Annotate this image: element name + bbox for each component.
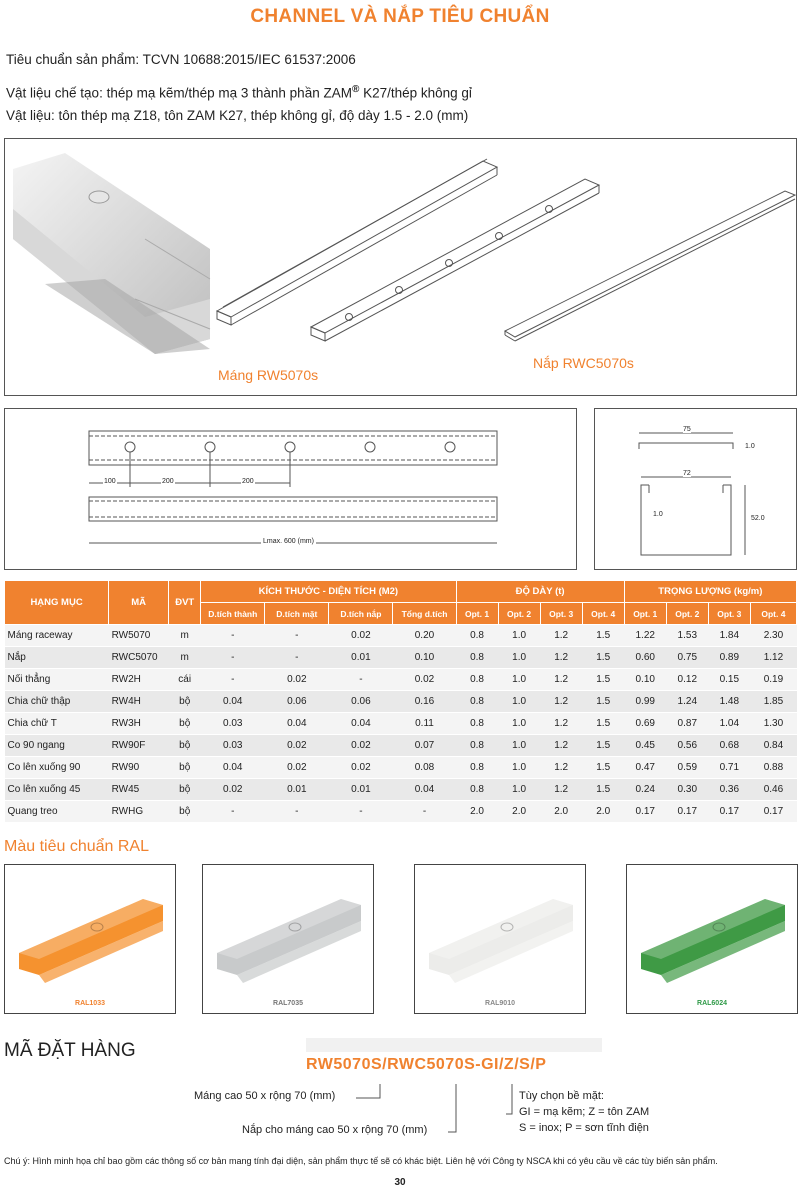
option-s-p: S = inox; P = sơn tĩnh điện: [519, 1122, 649, 1134]
table-cell: 0.10: [393, 647, 456, 669]
ral-channel-image: [627, 865, 799, 995]
table-cell: 1.5: [582, 757, 624, 779]
table-cell: 0.8: [456, 647, 498, 669]
table-cell: 1.2: [540, 735, 582, 757]
header-weight-opt2: Opt. 2: [666, 603, 708, 625]
table-cell: 0.8: [456, 713, 498, 735]
table-cell: RW4H: [109, 691, 169, 713]
order-desc-channel: Máng cao 50 x rộng 70 (mm): [194, 1090, 336, 1102]
table-cell: cái: [169, 669, 201, 691]
table-cell: 0.02: [201, 779, 265, 801]
table-cell: 2.0: [498, 801, 540, 823]
table-cell: RWC5070: [109, 647, 169, 669]
table-cell: 1.0: [498, 735, 540, 757]
option-gi-z: GI = mạ kẽm; Z = tôn ZAM: [519, 1106, 650, 1118]
dim-200-b: 200: [242, 478, 254, 485]
table-cell: 0.17: [750, 801, 796, 823]
header-thick-opt1: Opt. 1: [456, 603, 498, 625]
table-cell: 0.8: [456, 691, 498, 713]
table-cell: 1.0: [498, 713, 540, 735]
ral-swatch-ral6024: [626, 864, 798, 1014]
table-cell: 0.59: [666, 757, 708, 779]
header-thickness-group: ĐỘ DÀY (t): [456, 581, 624, 603]
table-cell: 0.24: [624, 779, 666, 801]
table-cell: RW90F: [109, 735, 169, 757]
table-cell: 0.12: [666, 669, 708, 691]
table-cell: 0.16: [393, 691, 456, 713]
table-cell: 0.88: [750, 757, 796, 779]
table-cell: m: [169, 625, 201, 647]
table-cell: Nối thẳng: [5, 669, 109, 691]
option-title: Tùy chọn bề mặt:: [519, 1090, 604, 1102]
spec-table-wrapper: [4, 580, 797, 823]
ral-channel-image: [203, 865, 375, 995]
table-cell: 0.02: [329, 735, 393, 757]
table-cell: 1.2: [540, 691, 582, 713]
table-cell: 0.20: [393, 625, 456, 647]
table-cell: 0.06: [265, 691, 329, 713]
table-cell: -: [329, 669, 393, 691]
order-heading: MÃ ĐẶT HÀNG: [4, 1040, 136, 1061]
table-cell: 1.5: [582, 625, 624, 647]
table-cell: -: [393, 801, 456, 823]
table-cell: 0.02: [265, 757, 329, 779]
table-cell: -: [265, 647, 329, 669]
table-row: [5, 669, 797, 691]
table-cell: -: [201, 801, 265, 823]
header-weight-group: TRỌNG LƯỢNG (kg/m): [624, 581, 796, 603]
material-line-2: Vật liệu: tôn thép mạ Z18, tôn ZAM K27, thép không gỉ, độ dày 1.5 - 2.0 (mm): [6, 108, 469, 123]
table-cell: 1.04: [708, 713, 750, 735]
table-row: [5, 801, 797, 823]
table-cell: 0.46: [750, 779, 796, 801]
table-cell: RW45: [109, 779, 169, 801]
table-cell: 0.89: [708, 647, 750, 669]
dim-100: 100: [104, 478, 116, 485]
technical-drawing-panel: [4, 408, 577, 570]
table-cell: bộ: [169, 713, 201, 735]
cross-section-drawing: [595, 409, 798, 571]
table-cell: 1.5: [582, 735, 624, 757]
channel-closeup-photo: [13, 153, 210, 354]
ral-label: RAL7035: [273, 1000, 303, 1007]
table-cell: Chia chữ T: [5, 713, 109, 735]
ral-label: RAL6024: [697, 1000, 727, 1007]
table-cell: 0.68: [708, 735, 750, 757]
table-cell: 0.17: [624, 801, 666, 823]
table-cell: 1.84: [708, 625, 750, 647]
channel-caption: Máng RW5070s: [218, 367, 319, 383]
table-cell: 1.2: [540, 625, 582, 647]
table-cell: 0.10: [624, 669, 666, 691]
page-number: 30: [394, 1177, 406, 1188]
table-row: [5, 713, 797, 735]
table-cell: bộ: [169, 691, 201, 713]
table-cell: -: [265, 625, 329, 647]
header-thick-opt2: Opt. 2: [498, 603, 540, 625]
table-cell: 2.0: [456, 801, 498, 823]
table-cell: 1.24: [666, 691, 708, 713]
table-cell: RW90: [109, 757, 169, 779]
table-cell: 0.19: [750, 669, 796, 691]
ral-channel-image: [415, 865, 587, 995]
table-cell: Quang treo: [5, 801, 109, 823]
table-cell: 0.02: [329, 625, 393, 647]
header-face-area: D.tích mặt: [265, 603, 329, 625]
header-cover-area: D.tích nắp: [329, 603, 393, 625]
table-cell: 0.03: [201, 735, 265, 757]
table-cell: bộ: [169, 757, 201, 779]
ral-swatch-ral9010: [414, 864, 586, 1014]
table-cell: 0.04: [201, 757, 265, 779]
table-cell: 0.45: [624, 735, 666, 757]
header-thick-opt3: Opt. 3: [540, 603, 582, 625]
header-size-group: KÍCH THƯỚC - DIỆN TÍCH (M2): [201, 581, 456, 603]
dim-top-thick: 1.0: [745, 443, 755, 450]
table-cell: bộ: [169, 735, 201, 757]
table-cell: 0.02: [265, 735, 329, 757]
header-weight-opt3: Opt. 3: [708, 603, 750, 625]
table-cell: 1.30: [750, 713, 796, 735]
table-cell: 1.12: [750, 647, 796, 669]
table-cell: Co 90 ngang: [5, 735, 109, 757]
header-weight-opt4: Opt. 4: [750, 603, 796, 625]
cover-caption: Nắp RWC5070s: [533, 355, 634, 371]
table-cell: Co lên xuống 90: [5, 757, 109, 779]
table-cell: 1.2: [540, 713, 582, 735]
table-cell: 0.06: [329, 691, 393, 713]
top-view-drawing: [5, 409, 578, 571]
table-cell: bộ: [169, 779, 201, 801]
product-illustration: [5, 139, 798, 397]
table-cell: 0.60: [624, 647, 666, 669]
table-cell: RWHG: [109, 801, 169, 823]
channel-drawing-1: [217, 159, 497, 325]
page-title: CHANNEL VÀ NẮP TIÊU CHUẨN: [250, 6, 550, 27]
table-cell: 1.5: [582, 713, 624, 735]
length-label: Lmax. 600 (mm): [263, 538, 314, 545]
header-total-area: Tổng d.tích: [393, 603, 456, 625]
table-cell: 0.8: [456, 735, 498, 757]
table-cell: 0.71: [708, 757, 750, 779]
table-cell: 0.56: [666, 735, 708, 757]
spec-table: [4, 580, 797, 823]
table-cell: 1.22: [624, 625, 666, 647]
table-cell: 0.08: [393, 757, 456, 779]
table-cell: 0.15: [708, 669, 750, 691]
table-cell: 1.2: [540, 647, 582, 669]
table-cell: 0.47: [624, 757, 666, 779]
table-row: [5, 647, 797, 669]
table-cell: 0.01: [329, 647, 393, 669]
ral-label: RAL1033: [75, 1000, 105, 1007]
table-cell: 1.0: [498, 669, 540, 691]
table-cell: 1.85: [750, 691, 796, 713]
dim-top-width: 75: [683, 426, 691, 433]
table-cell: 1.48: [708, 691, 750, 713]
table-cell: 0.02: [265, 669, 329, 691]
table-cell: 0.01: [329, 779, 393, 801]
table-cell: -: [329, 801, 393, 823]
material-line: Vật liệu chế tạo: thép mạ kẽm/thép mạ 3 thành phần ZAM® K27/thép không gỉ: [6, 84, 472, 101]
code-highlight: [306, 1038, 602, 1052]
ral-channel-image: [5, 865, 177, 995]
table-cell: 0.8: [456, 757, 498, 779]
table-cell: 1.5: [582, 779, 624, 801]
table-cell: -: [201, 669, 265, 691]
table-cell: 0.30: [666, 779, 708, 801]
table-cell: 0.04: [329, 713, 393, 735]
table-cell: 1.0: [498, 625, 540, 647]
table-cell: -: [265, 801, 329, 823]
dim-side-thick: 1.0: [653, 511, 663, 518]
table-cell: bộ: [169, 801, 201, 823]
table-cell: 0.84: [750, 735, 796, 757]
header-unit: ĐVT: [169, 581, 201, 625]
table-cell: 2.0: [540, 801, 582, 823]
table-cell: 0.01: [265, 779, 329, 801]
table-cell: 1.53: [666, 625, 708, 647]
table-row: [5, 779, 797, 801]
table-row: [5, 625, 797, 647]
header-thick-opt4: Opt. 4: [582, 603, 624, 625]
table-cell: 0.02: [329, 757, 393, 779]
table-cell: 0.17: [708, 801, 750, 823]
table-cell: 0.07: [393, 735, 456, 757]
product-standard: Tiêu chuẩn sản phẩm: TCVN 10688:2015/IEC 61537:2006: [6, 52, 356, 67]
table-cell: RW3H: [109, 713, 169, 735]
table-cell: 0.04: [393, 779, 456, 801]
header-item: HẠNG MỤC: [5, 581, 109, 625]
table-cell: 0.8: [456, 779, 498, 801]
table-cell: 0.17: [666, 801, 708, 823]
table-cell: 0.04: [201, 691, 265, 713]
order-desc-cover: Nắp cho máng cao 50 x rộng 70 (mm): [242, 1124, 428, 1136]
header-weight-opt1: Opt. 1: [624, 603, 666, 625]
table-cell: Nắp: [5, 647, 109, 669]
table-cell: 0.04: [265, 713, 329, 735]
table-cell: 0.11: [393, 713, 456, 735]
header-side-area: D.tích thành: [201, 603, 265, 625]
table-cell: Chia chữ thập: [5, 691, 109, 713]
table-cell: 1.5: [582, 647, 624, 669]
table-cell: 1.5: [582, 669, 624, 691]
order-code: RW5070S/RWC5070S-GI/Z/S/P: [306, 1056, 547, 1073]
table-row: [5, 757, 797, 779]
table-cell: 1.5: [582, 691, 624, 713]
table-cell: 0.75: [666, 647, 708, 669]
spec-table-body: [5, 625, 797, 823]
table-cell: 2.30: [750, 625, 796, 647]
table-cell: 1.0: [498, 647, 540, 669]
table-cell: 1.2: [540, 757, 582, 779]
table-cell: 2.0: [582, 801, 624, 823]
dim-inner-width: 72: [683, 470, 691, 477]
table-row: [5, 691, 797, 713]
ral-heading: Màu tiêu chuẩn RAL: [4, 838, 149, 855]
table-cell: 0.87: [666, 713, 708, 735]
table-cell: 0.8: [456, 625, 498, 647]
product-image-panel: [4, 138, 797, 396]
dim-height: 52.0: [751, 515, 765, 522]
table-cell: 0.69: [624, 713, 666, 735]
ral-swatch-ral7035: [202, 864, 374, 1014]
table-cell: -: [201, 647, 265, 669]
header-code: MÃ: [109, 581, 169, 625]
table-cell: Co lên xuống 45: [5, 779, 109, 801]
ral-swatch-ral1033: [4, 864, 176, 1014]
table-cell: 1.2: [540, 779, 582, 801]
table-cell: 0.8: [456, 669, 498, 691]
dim-200-a: 200: [162, 478, 174, 485]
table-cell: RW2H: [109, 669, 169, 691]
table-cell: 0.99: [624, 691, 666, 713]
table-row: [5, 735, 797, 757]
ral-label: RAL9010: [485, 1000, 515, 1007]
cross-section-panel: [594, 408, 797, 570]
cover-drawing: [505, 191, 795, 341]
table-cell: 0.36: [708, 779, 750, 801]
table-cell: -: [201, 625, 265, 647]
table-cell: 1.0: [498, 757, 540, 779]
footnote: Chú ý: Hình minh họa chỉ bao gồm các thông số cơ bản mang tính đại diện, sản phẩm thực tế sẽ có khác biệt. Liên hệ với Công ty NSCA khi có yêu cầu về các tùy biến sản phẩm.: [4, 1156, 718, 1166]
table-cell: 0.03: [201, 713, 265, 735]
table-cell: Máng raceway: [5, 625, 109, 647]
table-cell: m: [169, 647, 201, 669]
table-cell: 1.0: [498, 691, 540, 713]
table-cell: 1.2: [540, 669, 582, 691]
table-cell: RW5070: [109, 625, 169, 647]
table-cell: 1.0: [498, 779, 540, 801]
table-cell: 0.02: [393, 669, 456, 691]
